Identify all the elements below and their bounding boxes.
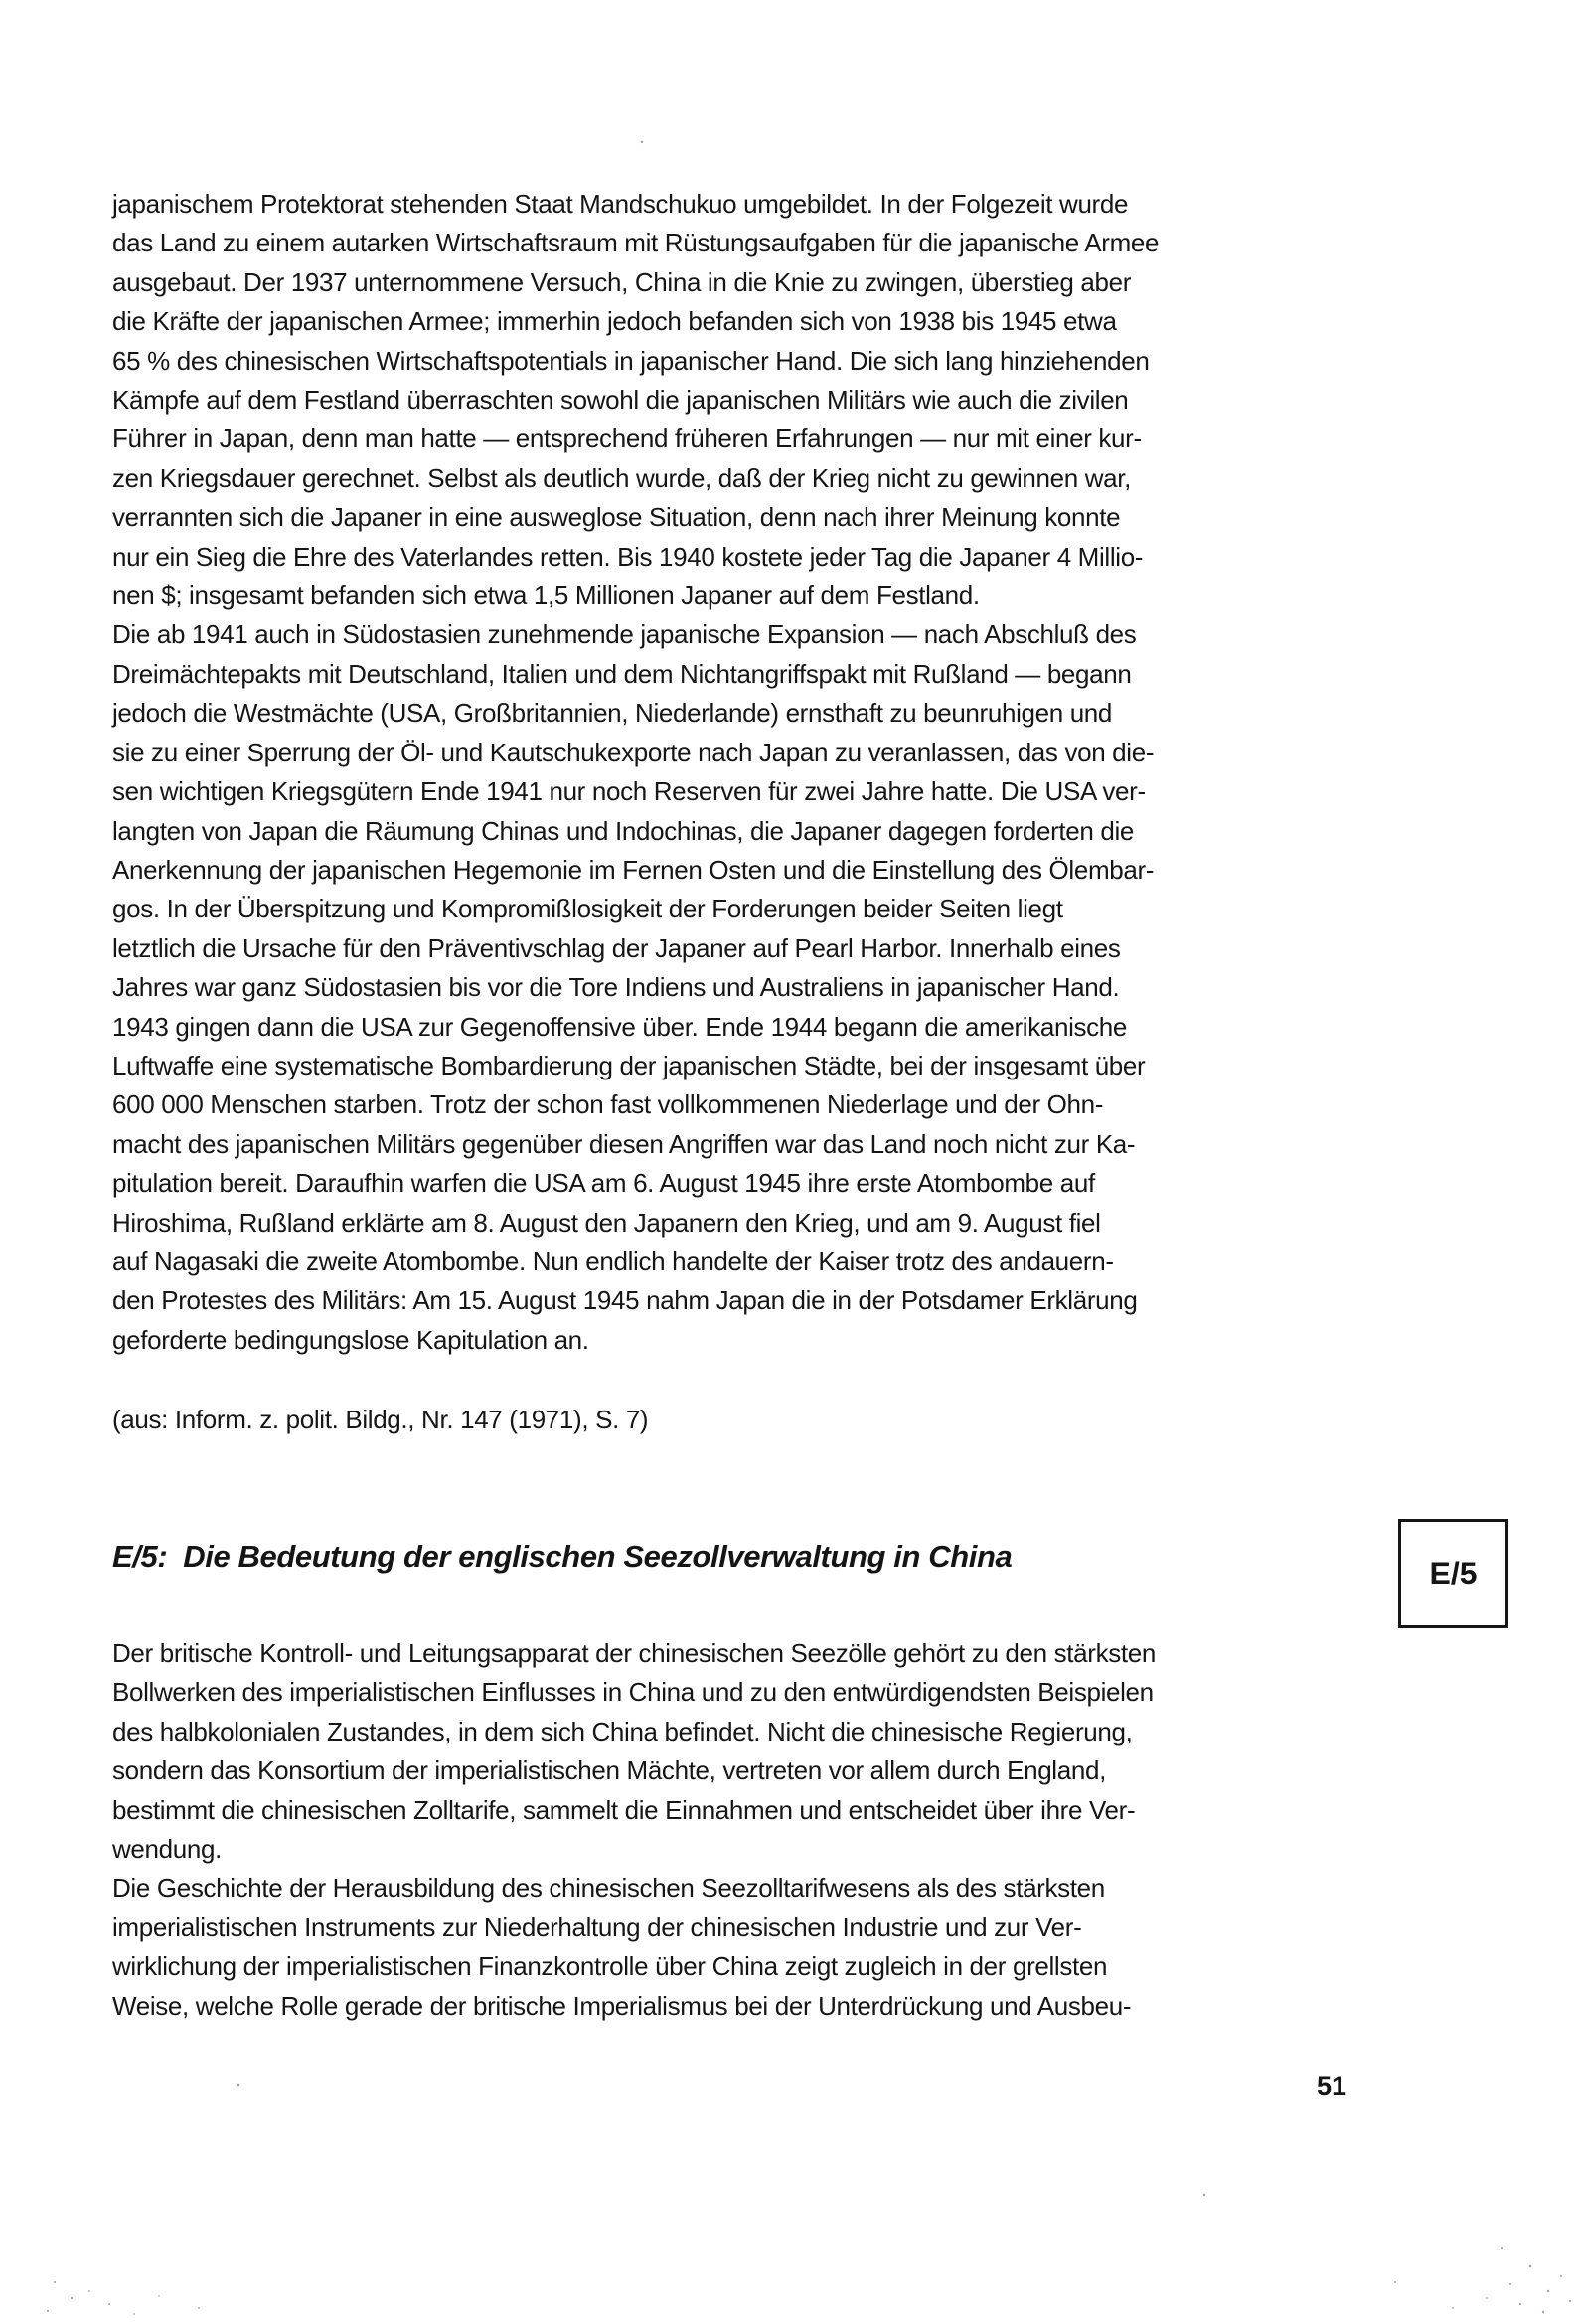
text-line: des halbkolonialen Zustandes, in dem sich China befindet. Nicht die chinesische Regierung, [112, 1716, 1133, 1746]
section-badge-label: E/5 [1429, 1555, 1478, 1591]
text-line: geforderte bedingungslose Kapitulation an. [112, 1324, 589, 1355]
text-line: langten von Japan die Räumung Chinas und Indochinas, die Japaner dagegen forderten die [112, 815, 1135, 846]
text-line: das Land zu einem autarken Wirtschaftsraum mit Rüstungsaufgaben für die japanische Armee [112, 228, 1160, 258]
text-line: verrannten sich die Japaner in eine ausweglose Situation, denn nach ihrer Meinung konnte [112, 502, 1121, 533]
text-line: 65 % des chinesischen Wirtschaftspotentials in japanischer Hand. Die sich lang hinziehenden [112, 345, 1150, 376]
text-line: Weise, welche Rolle gerade der britische Imperialismus bei der Unterdrückung und Ausbeu- [112, 1990, 1132, 2021]
text-line: nur ein Sieg die Ehre des Vaterlandes retten. Bis 1940 kostete jeder Tag die Japaner 4 Millio- [112, 541, 1144, 572]
text-line: zen Kriegsdauer gerechnet. Selbst als deutlich wurde, daß der Krieg nicht zu gewinnen war, [112, 462, 1131, 493]
text-line: Dreimächtepakts mit Deutschland, Italien und dem Nichtangriffspakt mit Rußland — begann [112, 658, 1132, 689]
section-code: E/5: [112, 1539, 168, 1574]
text-line: sondern das Konsortium der imperialistischen Mächte, vertreten vor allem durch England, [112, 1755, 1106, 1786]
section-title: Die Bedeutung der englischen Seezollverwaltung in China [183, 1539, 1013, 1574]
text-line: wendung. [112, 1834, 222, 1865]
text-line: Führer in Japan, denn man hatte — entsprechend früheren Erfahrungen — nur mit einer kur- [112, 423, 1142, 454]
text-line: jedoch die Westmächte (USA, Großbritannien, Niederlande) ernsthaft zu beunruhigen und [112, 698, 1113, 729]
text-line: Hiroshima, Rußland erklärte am 8. August den Japanern den Krieg, und am 9. August fiel [112, 1207, 1101, 1238]
text-line: macht des japanischen Militärs gegenüber diesen Angriffen war das Land noch nicht zur Ka- [112, 1128, 1136, 1159]
text-line: nen $; insgesamt befanden sich etwa 1,5 Millionen Japaner auf dem Festland. [112, 581, 980, 611]
text-line: den Protestes des Militärs: Am 15. August 1945 nahm Japan die in der Potsdamer Erklärung [112, 1285, 1138, 1316]
text-line: Jahres war ganz Südostasien bis vor die Tore Indiens und Australiens in japanischer Hand. [112, 972, 1120, 1003]
text-line: gos. In der Überspitzung und Kompromißlosigkeit der Forderungen beider Seiten liegt [112, 894, 1063, 924]
text-line: Bollwerken des imperialistischen Einflusses in China und zu den entwürdigendsten Beispielen [112, 1677, 1154, 1708]
text-line: japanischem Protektorat stehenden Staat Mandschukuo umgebildet. In der Folgezeit wurde [112, 189, 1129, 219]
citation-text: (aus: Inform. z. polit. Bildg., Nr. 147 (1971), S. 7) [112, 1405, 649, 1434]
text-line: pitulation bereit. Daraufhin warfen die USA am 6. August 1945 ihre erste Atombombe auf [112, 1168, 1095, 1199]
text-line: Kämpfe auf dem Festland überraschten sowohl die japanischen Militärs wie auch die zivilen [112, 385, 1129, 415]
text-line: bestimmt die chinesischen Zolltarife, sammelt die Einnahmen und entscheidet über ihre Ver- [112, 1794, 1136, 1825]
text-line: Die ab 1941 auch in Südostasien zunehmende japanische Expansion — nach Abschluß des [112, 619, 1137, 650]
text-line: Der britische Kontroll- und Leitungsapparat der chinesischen Seezölle gehört zu den stärksten [112, 1638, 1156, 1668]
page-number: 51 [1317, 2072, 1347, 2101]
text-line: letztlich die Ursache für den Präventivschlag der Japaner auf Pearl Harbor. Innerhalb eines [112, 932, 1121, 963]
text-line: Anerkennung der japanischen Hegemonie im Fernen Osten und die Einstellung des Ölembar- [112, 854, 1155, 885]
text-line: 600 000 Menschen starben. Trotz der schon fast vollkommenen Niederlage und der Ohn- [112, 1089, 1104, 1120]
text-line: sen wichtigen Kriegsgütern Ende 1941 nur noch Reserven für zwei Jahre hatte. Die USA ver- [112, 776, 1146, 807]
text-line: Luftwaffe eine systematische Bombardierung der japanischen Städte, bei der insgesamt über [112, 1050, 1146, 1080]
text-line: wirklichung der imperialistischen Finanzkontrolle über China zeigt zugleich in der grellsten [112, 1951, 1108, 1982]
text-line: die Kräfte der japanischen Armee; immerhin jedoch befanden sich von 1938 bis 1945 etwa [112, 306, 1117, 337]
text-line: sie zu einer Sperrung der Öl- und Kautschukexporte nach Japan zu veranlassen, das von die- [112, 737, 1155, 767]
text-line: Die Geschichte der Herausbildung des chinesischen Seezolltarifwesens als des stärksten [112, 1873, 1105, 1904]
text-line: imperialistischen Instruments zur Niederhaltung der chinesischen Industrie und zur Ver- [112, 1911, 1082, 1942]
text-line: ausgebaut. Der 1937 unternommene Versuch, China in die Knie zu zwingen, überstieg aber [112, 266, 1132, 297]
text-line: auf Nagasaki die zweite Atombombe. Nun endlich handelte der Kaiser trotz des andauern- [112, 1245, 1114, 1276]
text-line: 1943 gingen dann die USA zur Gegenoffensive über. Ende 1944 begann die amerikanische [112, 1011, 1128, 1042]
